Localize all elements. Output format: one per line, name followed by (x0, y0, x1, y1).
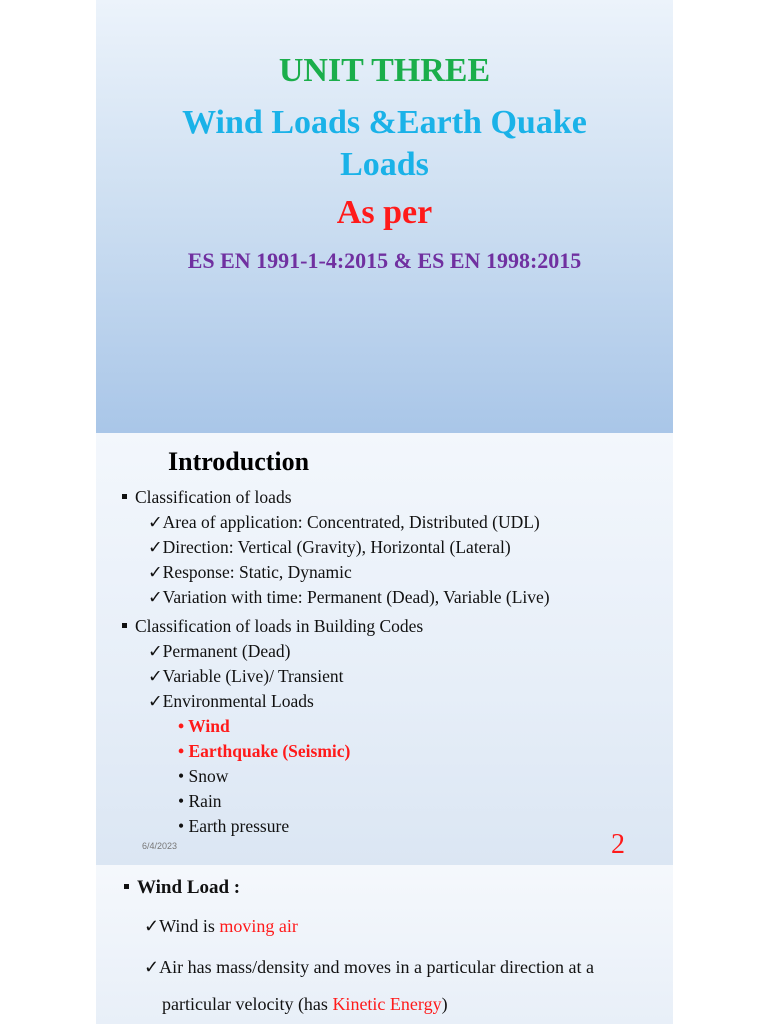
bullet-item: Classification of loads in Building Codes (122, 616, 423, 637)
introduction-slide (96, 433, 673, 865)
sub-item-earth-pressure: • Earth pressure (178, 816, 290, 836)
check-item: ✓Environmental Loads (148, 691, 314, 711)
check-item: ✓Wind is moving air (144, 916, 298, 936)
unit-heading: UNIT THREE (278, 52, 491, 89)
slide-title-line1: Wind Loads &Earth Quake (182, 104, 587, 141)
check-item: ✓Variable (Live)/ Transient (148, 666, 344, 686)
slide-heading: Introduction (168, 447, 310, 476)
highlight-text: moving air (219, 916, 298, 936)
square-bullet-icon (122, 623, 127, 628)
as-per-text: As per (336, 194, 433, 231)
slide-title (96, 102, 673, 186)
check-item: ✓Area of application: Concentrated, Distributed (UDL) (148, 512, 540, 532)
sub-item-rain: • Rain (178, 791, 222, 811)
page-number: 2 (611, 829, 625, 860)
check-item: ✓Air has mass/density and moves in a particular direction at a (144, 957, 594, 977)
check-item: ✓Response: Static, Dynamic (148, 562, 352, 582)
sub-item-wind: • Wind (178, 716, 230, 736)
check-item: ✓Permanent (Dead) (148, 641, 291, 661)
square-bullet-icon (122, 494, 127, 499)
sub-item-earthquake: • Earthquake (Seismic) (178, 741, 351, 761)
sub-item-snow: • Snow (178, 766, 229, 786)
wind-load-slide (96, 865, 673, 1024)
slide-date: 6/4/2023 (142, 841, 178, 851)
bullet-item: Classification of loads (122, 487, 292, 508)
title-slide (96, 0, 673, 433)
slide-title-line2: Loads (340, 146, 429, 183)
standards-text: ES EN 1991-1-4:2015 & ES EN 1998:2015 (187, 248, 582, 273)
check-item: ✓Direction: Vertical (Gravity), Horizontal (Lateral) (148, 537, 511, 557)
square-bullet-icon (124, 884, 129, 889)
continuation-line: particular velocity (has Kinetic Energy) (162, 994, 448, 1014)
highlight-text: Kinetic Energy (332, 994, 442, 1014)
slide-heading: Wind Load : (124, 877, 240, 899)
check-item: ✓Variation with time: Permanent (Dead), Variable (Live) (148, 587, 550, 607)
